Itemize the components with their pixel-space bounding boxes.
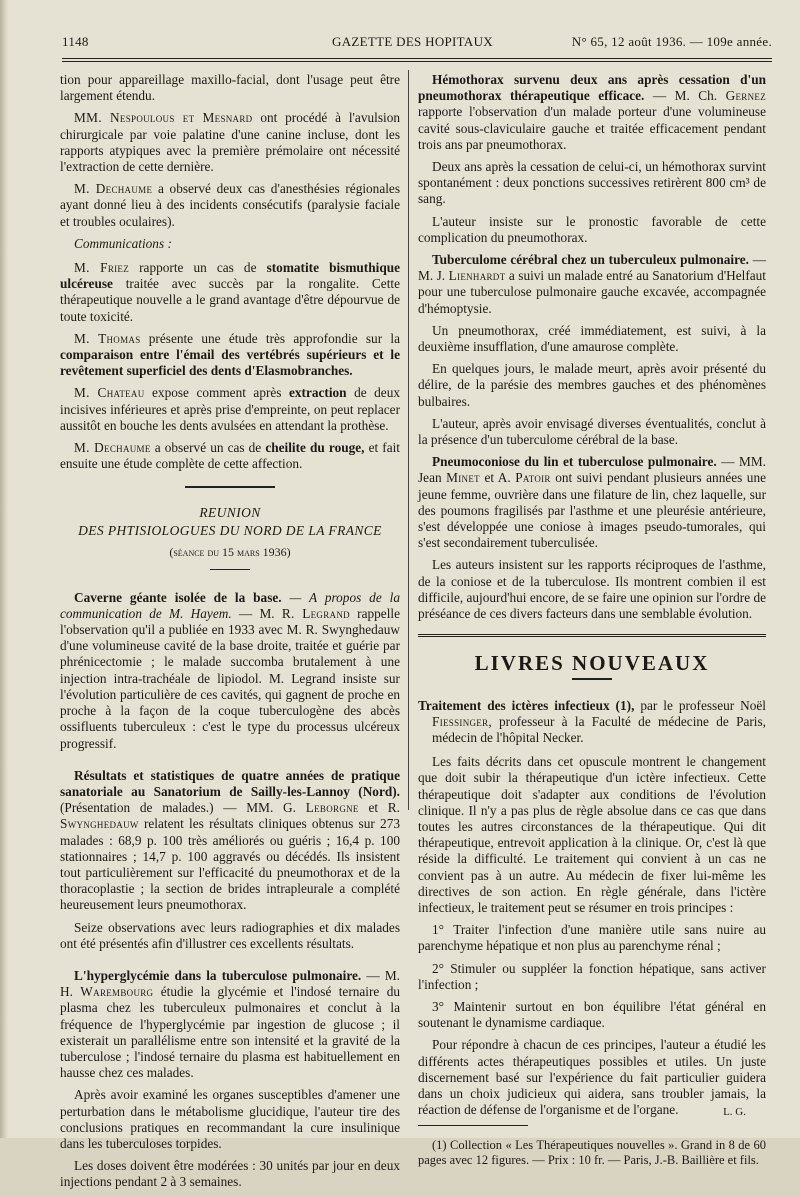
- left-column: [60, 72, 400, 1197]
- author-name: Gernez: [725, 88, 766, 104]
- paragraph: [60, 590, 400, 752]
- paragraph: tion pour appareillage maxillo-facial, dont l'usage peut être largement étendu.: [60, 72, 400, 104]
- paragraph: Les doses doivent être modérées : 30 unités par jour en deux injections pendant 2 à 3 semaines.: [60, 1158, 400, 1190]
- paragraph: [418, 72, 766, 153]
- paragraph-text: ont procédé à l'avulsion chirurgicale par voie palatine d'une canine incluse, dont les rapports atypiques avec la première prémolaire ont nécessité l'extraction de cette dernière.: [60, 110, 400, 175]
- paragraph: [60, 260, 400, 325]
- communications-heading: Communications :: [74, 235, 172, 251]
- paragraph-text: et A.: [479, 470, 516, 486]
- author-name: M. Dechaume: [74, 181, 153, 197]
- page-header: [62, 34, 772, 56]
- section-title: [60, 504, 400, 540]
- paragraph: Les auteurs insistent sur les rapports réciproques de l'asthme, de la coniose et de la tuberculose. Ils montrent combien il est difficile, aujourd'hui encore, de se faire une opinion sur l'ordre de préséance de ces divers facteurs dans une semblable évolution.: [418, 557, 766, 622]
- paragraph-text: relatent les résultats cliniques obtenus sur 273 malades : 68,9 p. 100 très améliorés ou guéris ; 16,4 p. 100 stationnaires ; 14,7 p. 100 aggravés ou décédés. Ils insistent tout particulièrement sur l'efficacité du pneumothorax et de la thoracoplastie ; la section de brides intrapleurale a complété heureusement leurs pneumothorax.: [60, 816, 400, 913]
- paragraph-text: a observé un cas de: [150, 440, 266, 456]
- livres-nouveaux-title: LIVRES NOUVEAUX: [474, 651, 710, 676]
- paragraph: [60, 331, 400, 380]
- author-name: M. Thomas: [74, 330, 141, 346]
- paragraph-text: — M. Ch.: [644, 88, 726, 104]
- paragraph: Les faits décrits dans cet opuscule montrent le changement que doit subir la thérapeutique d'un ictère infectieux. Cette thérapeutique doit s'adapter aux conditions de l'évolution clinique. Il n'y a pas plus de règle absolue dans ce cas que dans toutes les autres circonstances de la thérapeutique. Qui dit thérapeutique, entrevoit application à la clinique. Or, c'est là que réside la difficulté. Le traitement qui convient à un cas ne convient pas à un autre. Au médecin de fixer lui-même les directives de son action. En règle générale, dans l'ictère infectieux, le traitement peut se résumer en trois principes :: [418, 754, 766, 915]
- paragraph-text: et R.: [358, 800, 400, 816]
- paragraph-text: — M. H.: [60, 967, 401, 1000]
- paragraph: En quelques jours, le malade meurt, après avoir présenté du délire, de la parésie des membres gauches et des phénomènes bulbaires.: [418, 361, 766, 409]
- paragraph: [418, 252, 766, 317]
- topic-bold: comparaison entre l'émail des vertébrés supérieurs et le revêtement superficiel des dents d'Elasmobranches.: [60, 347, 400, 379]
- header-rule-2: [62, 61, 772, 62]
- topic-bold: cheilite du rouge,: [265, 440, 365, 456]
- paragraph-text: (Présentation de malades.) — MM. G.: [60, 800, 306, 816]
- paragraph-text: rapporte un cas de: [129, 260, 267, 276]
- book-reference: [418, 698, 766, 747]
- paragraph-text: a observé deux cas d'anesthésies régionales ayant donné lieu à des incidents consécutifs (paralysie faciale et troubles oculaires).: [60, 181, 400, 229]
- paragraph-text: — M.: [231, 605, 282, 621]
- paragraph: Deux ans après la cessation de celui-ci, un hémothorax survint spontanément : deux ponctions successives retirèrent 800 cm³ de sang.: [418, 159, 766, 207]
- page-number: 1148: [62, 34, 89, 49]
- page-edge-shadow: [0, 0, 8, 1138]
- paragraph-text: présente une étude très approfondie sur la: [140, 330, 400, 346]
- author-name: M. Friez: [74, 260, 130, 276]
- review-signature: L. G.: [723, 1106, 746, 1119]
- session-date: (séance du 15 mars 1936): [169, 545, 291, 560]
- paragraph: [60, 385, 400, 434]
- paragraph-text: de deux incisives inférieures et après prise d'empreinte, on peut replacer aussitôt en bouche les dents avulsées en attendant la prothèse.: [60, 385, 400, 433]
- list-item: 2° Stimuler ou suppléer la fonction hépatique, sans activer l'infection ;: [418, 960, 766, 992]
- author-name: M. Chateau: [74, 385, 145, 401]
- topic-bold: extraction: [288, 385, 347, 401]
- author-name: Warembourg: [80, 984, 154, 1000]
- list-item: 1° Traiter l'infection d'une manière utile sans nuire au parenchyme hépatique et non plus au parenchyme rénal ;: [418, 922, 766, 954]
- paragraph: Seize observations avec leurs radiographies et dix malades ont été présentés afin d'illustrer ces excellents résultats.: [60, 919, 400, 951]
- section-subtitle: [60, 544, 400, 560]
- author-name: Fiessinger: [432, 713, 489, 729]
- paragraph-text: , professeur à la Faculté de médecine de Paris, médecin de l'hôpital Necker.: [432, 713, 766, 745]
- paragraph-text: par le professeur Noël: [634, 697, 766, 713]
- section-title-line: REUNION: [199, 505, 261, 521]
- paragraph-text: rappelle l'observation qu'il a publiée en 1933 avec M. R. Swynghedauw d'une volumineuse cavité de la base droite, traitée et guérie par phrénicectomie ; le malade succomba brutalement à une injection intra-trachéale de lipiodol. M. Legrand insiste sur l'évolution particulière de ces cavités, qui gagnent de proche en proche à la façon de la coque tuberculogène des abcès ossifluents tuberculeux : c'est le type du processus ulcéreux progressif.: [60, 605, 401, 751]
- paragraph: Après avoir examiné les organes susceptibles d'amener une perturbation dans le métabolisme glucidique, l'auteur tire des conclusions pratiques en recommandant la cure insulinique dans les tuberculoses torpides.: [60, 1087, 400, 1151]
- topic-bold: L'hyperglycémie dans la tuberculose pulmonaire.: [74, 967, 362, 983]
- section-rule: [210, 569, 250, 570]
- paragraph: [60, 181, 400, 230]
- title-rule: [572, 678, 612, 680]
- author-name: Swynghedauw: [60, 816, 139, 832]
- author-name: Minet: [446, 470, 480, 486]
- right-column: [418, 72, 766, 1174]
- paragraph-text: — MM. Jean: [418, 454, 766, 486]
- section-title-line: DES PHTISIOLOGUES DU NORD DE LA FRANCE: [78, 523, 382, 539]
- paragraph: [60, 440, 400, 472]
- paragraph: [60, 110, 400, 175]
- double-rule: [418, 634, 766, 637]
- author-name: Leborgne: [305, 800, 359, 816]
- paragraph: [60, 768, 400, 914]
- paragraph-text: expose comment après: [144, 385, 289, 401]
- book-title: Traitement des ictères infectieux (1),: [418, 697, 635, 713]
- paragraph-text: — M. J.: [418, 252, 766, 284]
- journal-title: GAZETTE DES HOPITAUX: [332, 34, 493, 49]
- paragraph: L'auteur insiste sur le pronostic favorable de cette complication du pneumothorax.: [418, 213, 766, 245]
- paragraph: [418, 454, 766, 551]
- author-name: M. Dechaume: [74, 440, 151, 456]
- topic-bold: stomatite bismuthique ulcéreuse: [60, 260, 401, 292]
- paragraph-text: rapporte l'observation d'un malade porteur d'une volumineuse cavité sous-claviculaire gauche et traitée efficacement pendant trois ans par pneumothorax.: [418, 104, 766, 152]
- header-rule: [62, 58, 772, 59]
- list-item: 3° Maintenir surtout en bon équilibre l'état général en soutenant le dynamisme cardiaque.: [418, 998, 766, 1031]
- column-separator: [408, 70, 409, 810]
- paragraph-text: a suivi un malade entré au Sanatorium d'Helfaut pour une tuberculose pulmonaire gauche excavée, accompagnée d'hémoptysie.: [418, 268, 766, 316]
- paragraph: Un pneumothorax, créé immédiatement, est suivi, à la deuxième insufflation, d'une amaurose complète.: [418, 322, 766, 355]
- paragraph: Pour répondre à chacun de ces principes, l'auteur a étudié les différents actes thérapeutiques possibles et utiles. Un juste discernement basé sur l'expérience du fait particulier guidera dans un choix judicieux qui aidera, sans troubler jamais, la réaction de défense de l'organisme et de l'organe.: [418, 1037, 766, 1118]
- issue-date: N° 65, 12 août 1936. — 109e année.: [571, 34, 772, 49]
- footnote: (1) Collection « Les Thérapeutiques nouvelles ». Grand in 8 de 60 pages avec 12 figures. — Prix : 10 fr. — Paris, J.-B. Baillière et fils.: [418, 1137, 766, 1167]
- author-name: Lienhardt: [448, 268, 506, 284]
- author-name: MM. Nespoulous et Mesnard: [74, 110, 253, 126]
- paragraph-text: étudie la glycémie et l'indosé ternaire du plasma chez les tuberculeux pulmonaires et conclut à la fréquence de l'hyperglycémie par ingestion de glucose ; il existerait un parallélisme entre son intensité et la gravité de la tuberculose ; l'indosé ternaire du plasma est habituellement en hausse chez ces malades.: [60, 984, 400, 1081]
- paragraph: [60, 968, 400, 1081]
- paragraph-text: et fait ensuite une étude complète de cette affection.: [60, 440, 401, 472]
- section-divider: [185, 486, 275, 488]
- topic-bold: Hémothorax survenu deux ans après cessation d'un pneumothorax thérapeutique efficace.: [418, 72, 766, 104]
- author-name: R. Legrand: [281, 605, 350, 621]
- author-name: Patoir: [515, 470, 551, 486]
- topic-italic: — A propos de la communication de M. Hayem.: [60, 589, 400, 621]
- paragraph-text: traitée avec succès par la rongalite. Cette thérapeutique nouvelle a le grand avantage d'être dépourvue de toute toxicité.: [60, 276, 400, 324]
- paragraph: L'auteur, après avoir envisagé diverses éventualités, conclut à la présence d'un tuberculome cérébral de la base.: [418, 415, 766, 448]
- topic-bold: Pneumoconiose du lin et tuberculose pulmonaire.: [432, 454, 717, 470]
- topic-bold: Tuberculome cérébral chez un tuberculeux pulmonaire.: [432, 252, 749, 268]
- footnote-rule: [418, 1125, 528, 1126]
- topic-bold: Résultats et statistiques de quatre années de pratique sanatoriale au Sanatorium de Sailly-les-Lannoy (Nord).: [60, 767, 400, 799]
- paragraph-text: ont suivi pendant plusieurs années une jeune femme, ouvrière dans une filature de lin, chez laquelle, sur des poumons fragilisés par l'asthme et une pleurésie antérieure, s'est développée une coniose à images pseudo-tumorales, qui s'est secondairement tuberculisée.: [418, 470, 767, 551]
- topic-bold: Caverne géante isolée de la base.: [74, 589, 282, 605]
